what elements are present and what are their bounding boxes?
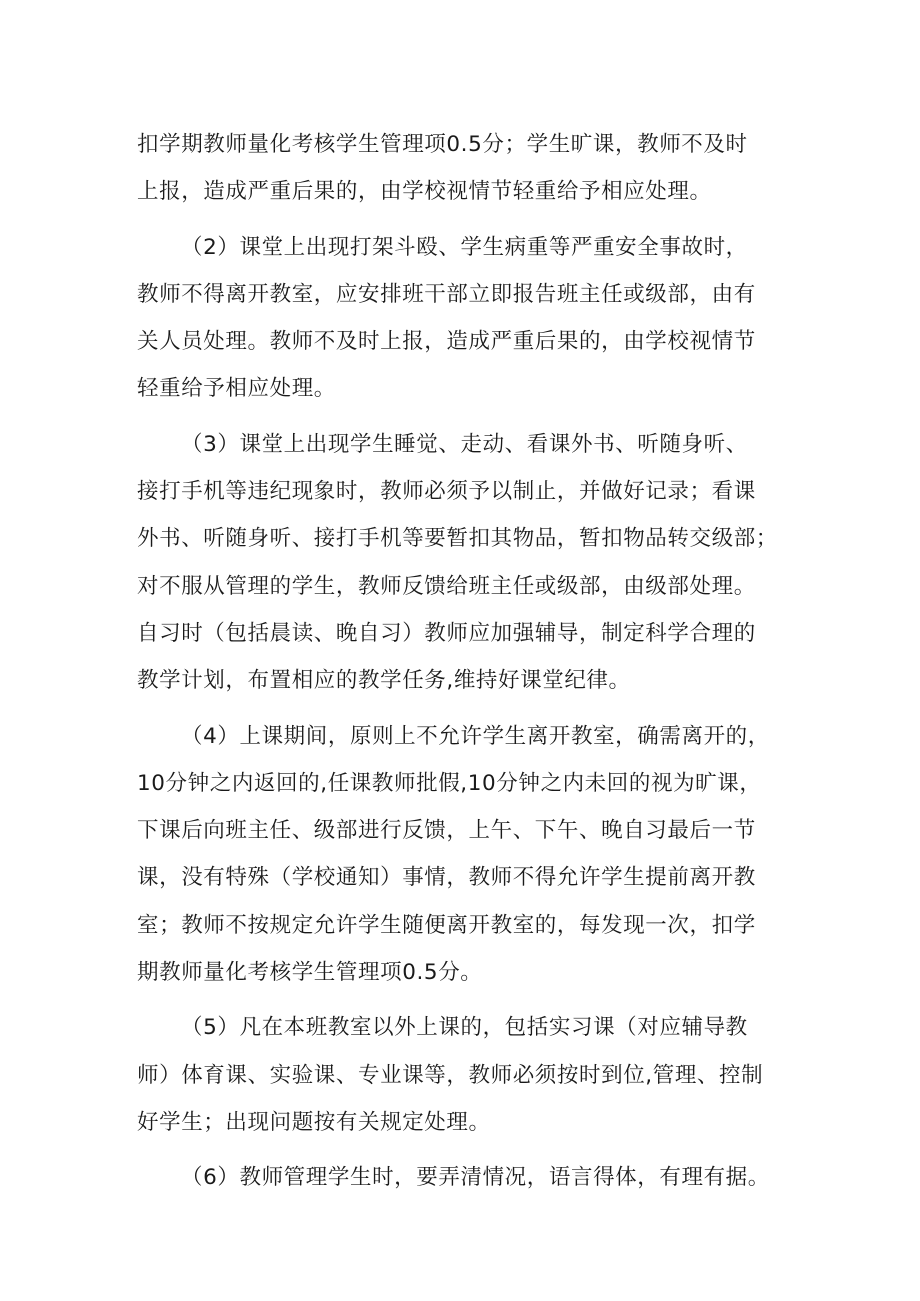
- text-line: 好学生；出现问题按有关规定处理。: [137, 1109, 491, 1135]
- text-line: 10分钟之内返回的,任课教师批假,10分钟之内未回的视为旷课，: [137, 770, 762, 796]
- text-line: 接打手机等违纪现象时，教师必须予以制止，并做好记录；看课: [137, 479, 756, 505]
- document-body: [137, 121, 797, 1202]
- text-line: 扣学期教师量化考核学生管理项0.5分；学生旷课，教师不及时: [137, 132, 748, 157]
- text-line: 自习时（包括晨读、晚自习）教师应加强辅导，制定科学合理的: [137, 620, 756, 646]
- text-line: 室；教师不按规定允许学生随便离开教室的，每发现一次，扣学: [137, 912, 756, 938]
- text-line: 对不服从管理的学生，教师反馈给班主任或级部，由级部处理。: [137, 573, 756, 599]
- text-line: 下课后向班主任、级部进行反馈，上午、下午、晚自习最后一节: [137, 818, 756, 844]
- text-line: 关人员处理。教师不及时上报，造成严重后果的，由学校视情节: [137, 329, 756, 355]
- text-line: 课，没有特殊（学校通知）事情，教师不得允许学生提前离开教: [137, 865, 756, 891]
- text-line: 上报，造成严重后果的，由学校视情节轻重给予相应处理。: [137, 179, 712, 205]
- text-line: 期教师量化考核学生管理项0.5分。: [137, 960, 483, 986]
- paragraph-4-start: （4）上课期间，原则上不允许学生离开教室，确需离开的，: [181, 723, 770, 749]
- paragraph-5-start: （5）凡在本班教室以外上课的，包括实习课（对应辅导教: [181, 1015, 748, 1041]
- paragraph-2-start: （2）课堂上出现打架斗殴、学生病重等严重安全事故时，: [181, 234, 748, 260]
- paragraph-3-start: （3）课堂上出现学生睡觉、走动、看课外书、听随身听、: [181, 431, 748, 457]
- text-line: 师）体育课、实验课、专业课等，教师必须按时到位,管理、控制: [137, 1062, 764, 1088]
- text-line: 教学计划，布置相应的教学任务,维持好课堂纪律。: [137, 668, 631, 694]
- text-line: 教师不得离开教室，应安排班干部立即报告班主任或级部，由有: [137, 281, 756, 307]
- text-line: 外书、听随身听、接打手机等要暂扣其物品，暂扣物品转交级部；: [137, 526, 778, 552]
- paragraph-6-start: （6）教师管理学生时，要弄清情况，语言得体，有理有据。: [181, 1165, 770, 1191]
- text-line: 轻重给予相应处理。: [137, 376, 336, 402]
